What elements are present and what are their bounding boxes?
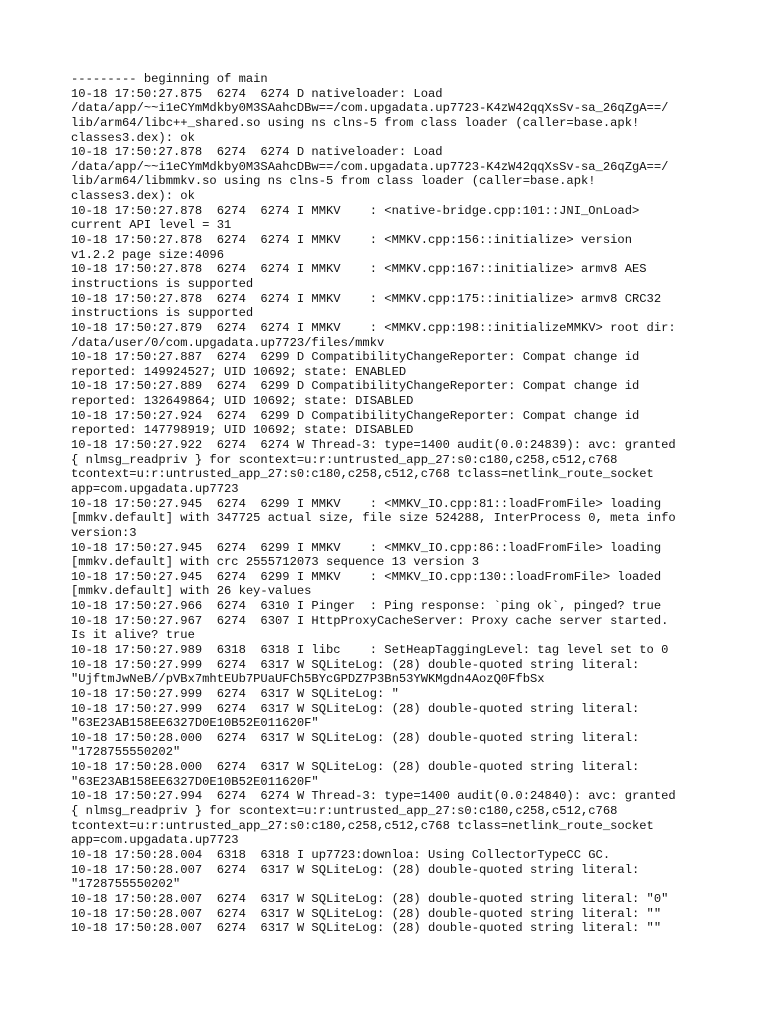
log-line: [mmkv.default] with 26 key-values xyxy=(71,584,312,599)
log-line: Is it alive? true xyxy=(71,628,195,643)
log-line: 10-18 17:50:27.966 6274 6310 I Pinger : Ping response: `ping ok`, pinged? true xyxy=(71,599,662,614)
log-line: 10-18 17:50:27.945 6274 6299 I MMKV : <MMKV_IO.cpp:86::loadFromFile> loading xyxy=(71,540,662,555)
log-line: [mmkv.default] with 347725 actual size, file size 524288, InterProcess 0, meta info xyxy=(71,511,676,526)
log-line: 10-18 17:50:27.989 6318 6318 I libc : SetHeapTaggingLevel: tag level set to 0 xyxy=(71,642,669,657)
log-line: lib/arm64/libmmkv.so using ns clns-5 from class loader (caller=base.apk! xyxy=(71,174,596,189)
log-line: current API level = 31 xyxy=(71,218,232,233)
log-line: /data/user/0/com.upgadata.up7723/files/mmkv xyxy=(71,335,385,350)
log-line: v1.2.2 page size:4096 xyxy=(71,247,224,262)
log-line: 10-18 17:50:27.887 6274 6299 D CompatibilityChangeReporter: Compat change id xyxy=(71,350,640,365)
log-line: reported: 147798919; UID 10692; state: DISABLED xyxy=(71,423,414,438)
log-line: "63E23AB158EE6327D0E10B52E011620F" xyxy=(71,716,319,731)
log-line: 10-18 17:50:27.879 6274 6274 I MMKV : <MMKV.cpp:198::initializeMMKV> root dir: xyxy=(71,320,676,335)
log-line: 10-18 17:50:27.878 6274 6274 I MMKV : <native-bridge.cpp:101::JNI_OnLoad> xyxy=(71,203,640,218)
log-line: classes3.dex): ok xyxy=(71,189,195,204)
log-line: 10-18 17:50:27.945 6274 6299 I MMKV : <MMKV_IO.cpp:130::loadFromFile> loaded xyxy=(71,569,662,584)
log-line: { nlmsg_readpriv } for scontext=u:r:untrusted_app_27:s0:c180,c258,c512,c768 xyxy=(71,804,618,819)
log-line: 10-18 17:50:27.878 6274 6274 D nativeloader: Load xyxy=(71,145,443,160)
log-line: 10-18 17:50:28.007 6274 6317 W SQLiteLog: (28) double-quoted string literal: "" xyxy=(71,921,662,936)
log-line: lib/arm64/libc++_shared.so using ns clns-5 from class loader (caller=base.apk! xyxy=(71,115,640,130)
log-line: tcontext=u:r:untrusted_app_27:s0:c180,c258,c512,c768 tclass=netlink_route_socket xyxy=(71,467,654,482)
log-line: [mmkv.default] with crc 2555712073 sequence 13 version 3 xyxy=(71,555,479,570)
log-line: 10-18 17:50:27.875 6274 6274 D nativeloader: Load xyxy=(71,86,443,101)
log-line: 10-18 17:50:27.922 6274 6274 W Thread-3: type=1400 audit(0.0:24839): avc: granted xyxy=(71,438,676,453)
log-line: "1728755550202" xyxy=(71,877,181,892)
log-line: 10-18 17:50:27.999 6274 6317 W SQLiteLog: (28) double-quoted string literal: xyxy=(71,657,640,672)
log-line: "1728755550202" xyxy=(71,745,181,760)
log-line: app=com.upgadata.up7723 xyxy=(71,481,239,496)
log-line: reported: 132649864; UID 10692; state: DISABLED xyxy=(71,394,414,409)
log-line: --------- beginning of main xyxy=(71,72,268,86)
log-line: instructions is supported xyxy=(71,276,254,291)
log-line: 10-18 17:50:28.007 6274 6317 W SQLiteLog: (28) double-quoted string literal: "0" xyxy=(71,891,669,906)
log-line: version:3 xyxy=(71,525,137,540)
log-line: 10-18 17:50:27.994 6274 6274 W Thread-3: type=1400 audit(0.0:24840): avc: granted xyxy=(71,789,676,804)
log-line: "UjftmJwNeB//pVBx7mhtEUb7PUaUFCh5BYcGPDZ7P3Bn53YWKMgdn4AozQ0FfbSx xyxy=(71,672,545,687)
log-line: tcontext=u:r:untrusted_app_27:s0:c180,c258,c512,c768 tclass=netlink_route_socket xyxy=(71,818,654,833)
log-line: 10-18 17:50:28.007 6274 6317 W SQLiteLog: (28) double-quoted string literal: xyxy=(71,862,640,877)
log-line: { nlmsg_readpriv } for scontext=u:r:untrusted_app_27:s0:c180,c258,c512,c768 xyxy=(71,452,618,467)
log-line: 10-18 17:50:27.924 6274 6299 D CompatibilityChangeReporter: Compat change id xyxy=(71,408,640,423)
log-line: 10-18 17:50:28.000 6274 6317 W SQLiteLog: (28) double-quoted string literal: xyxy=(71,730,640,745)
log-line: reported: 149924527; UID 10692; state: ENABLED xyxy=(71,364,407,379)
log-line: 10-18 17:50:27.889 6274 6299 D CompatibilityChangeReporter: Compat change id xyxy=(71,379,640,394)
log-line: 10-18 17:50:27.945 6274 6299 I MMKV : <MMKV_IO.cpp:81::loadFromFile> loading xyxy=(71,496,662,511)
log-line: 10-18 17:50:27.999 6274 6317 W SQLiteLog: (28) double-quoted string literal: xyxy=(71,701,640,716)
log-line: 10-18 17:50:27.999 6274 6317 W SQLiteLog: " xyxy=(71,686,399,701)
log-line: 10-18 17:50:28.000 6274 6317 W SQLiteLog: (28) double-quoted string literal: xyxy=(71,760,640,775)
log-line: 10-18 17:50:27.878 6274 6274 I MMKV : <MMKV.cpp:167::initialize> armv8 AES xyxy=(71,262,647,277)
log-line: classes3.dex): ok xyxy=(71,130,195,145)
log-line: 10-18 17:50:27.967 6274 6307 I HttpProxyCacheServer: Proxy cache server started. xyxy=(71,613,669,628)
log-document xyxy=(71,72,711,936)
log-line: /data/app/~~i1eCYmMdkby0M3SAahcDBw==/com.upgadata.up7723-K4zW42qqXsSv-sa_26qZgA==/ xyxy=(71,159,669,174)
log-line: 10-18 17:50:27.878 6274 6274 I MMKV : <MMKV.cpp:175::initialize> armv8 CRC32 xyxy=(71,291,662,306)
log-line: instructions is supported xyxy=(71,306,254,321)
log-line: "63E23AB158EE6327D0E10B52E011620F" xyxy=(71,774,319,789)
log-line: 10-18 17:50:27.878 6274 6274 I MMKV : <MMKV.cpp:156::initialize> version xyxy=(71,233,632,248)
log-line: app=com.upgadata.up7723 xyxy=(71,833,239,848)
log-line: /data/app/~~i1eCYmMdkby0M3SAahcDBw==/com.upgadata.up7723-K4zW42qqXsSv-sa_26qZgA==/ xyxy=(71,101,669,116)
log-line: 10-18 17:50:28.004 6318 6318 I up7723:downloa: Using CollectorTypeCC GC. xyxy=(71,847,611,862)
log-line: 10-18 17:50:28.007 6274 6317 W SQLiteLog: (28) double-quoted string literal: "" xyxy=(71,906,662,921)
